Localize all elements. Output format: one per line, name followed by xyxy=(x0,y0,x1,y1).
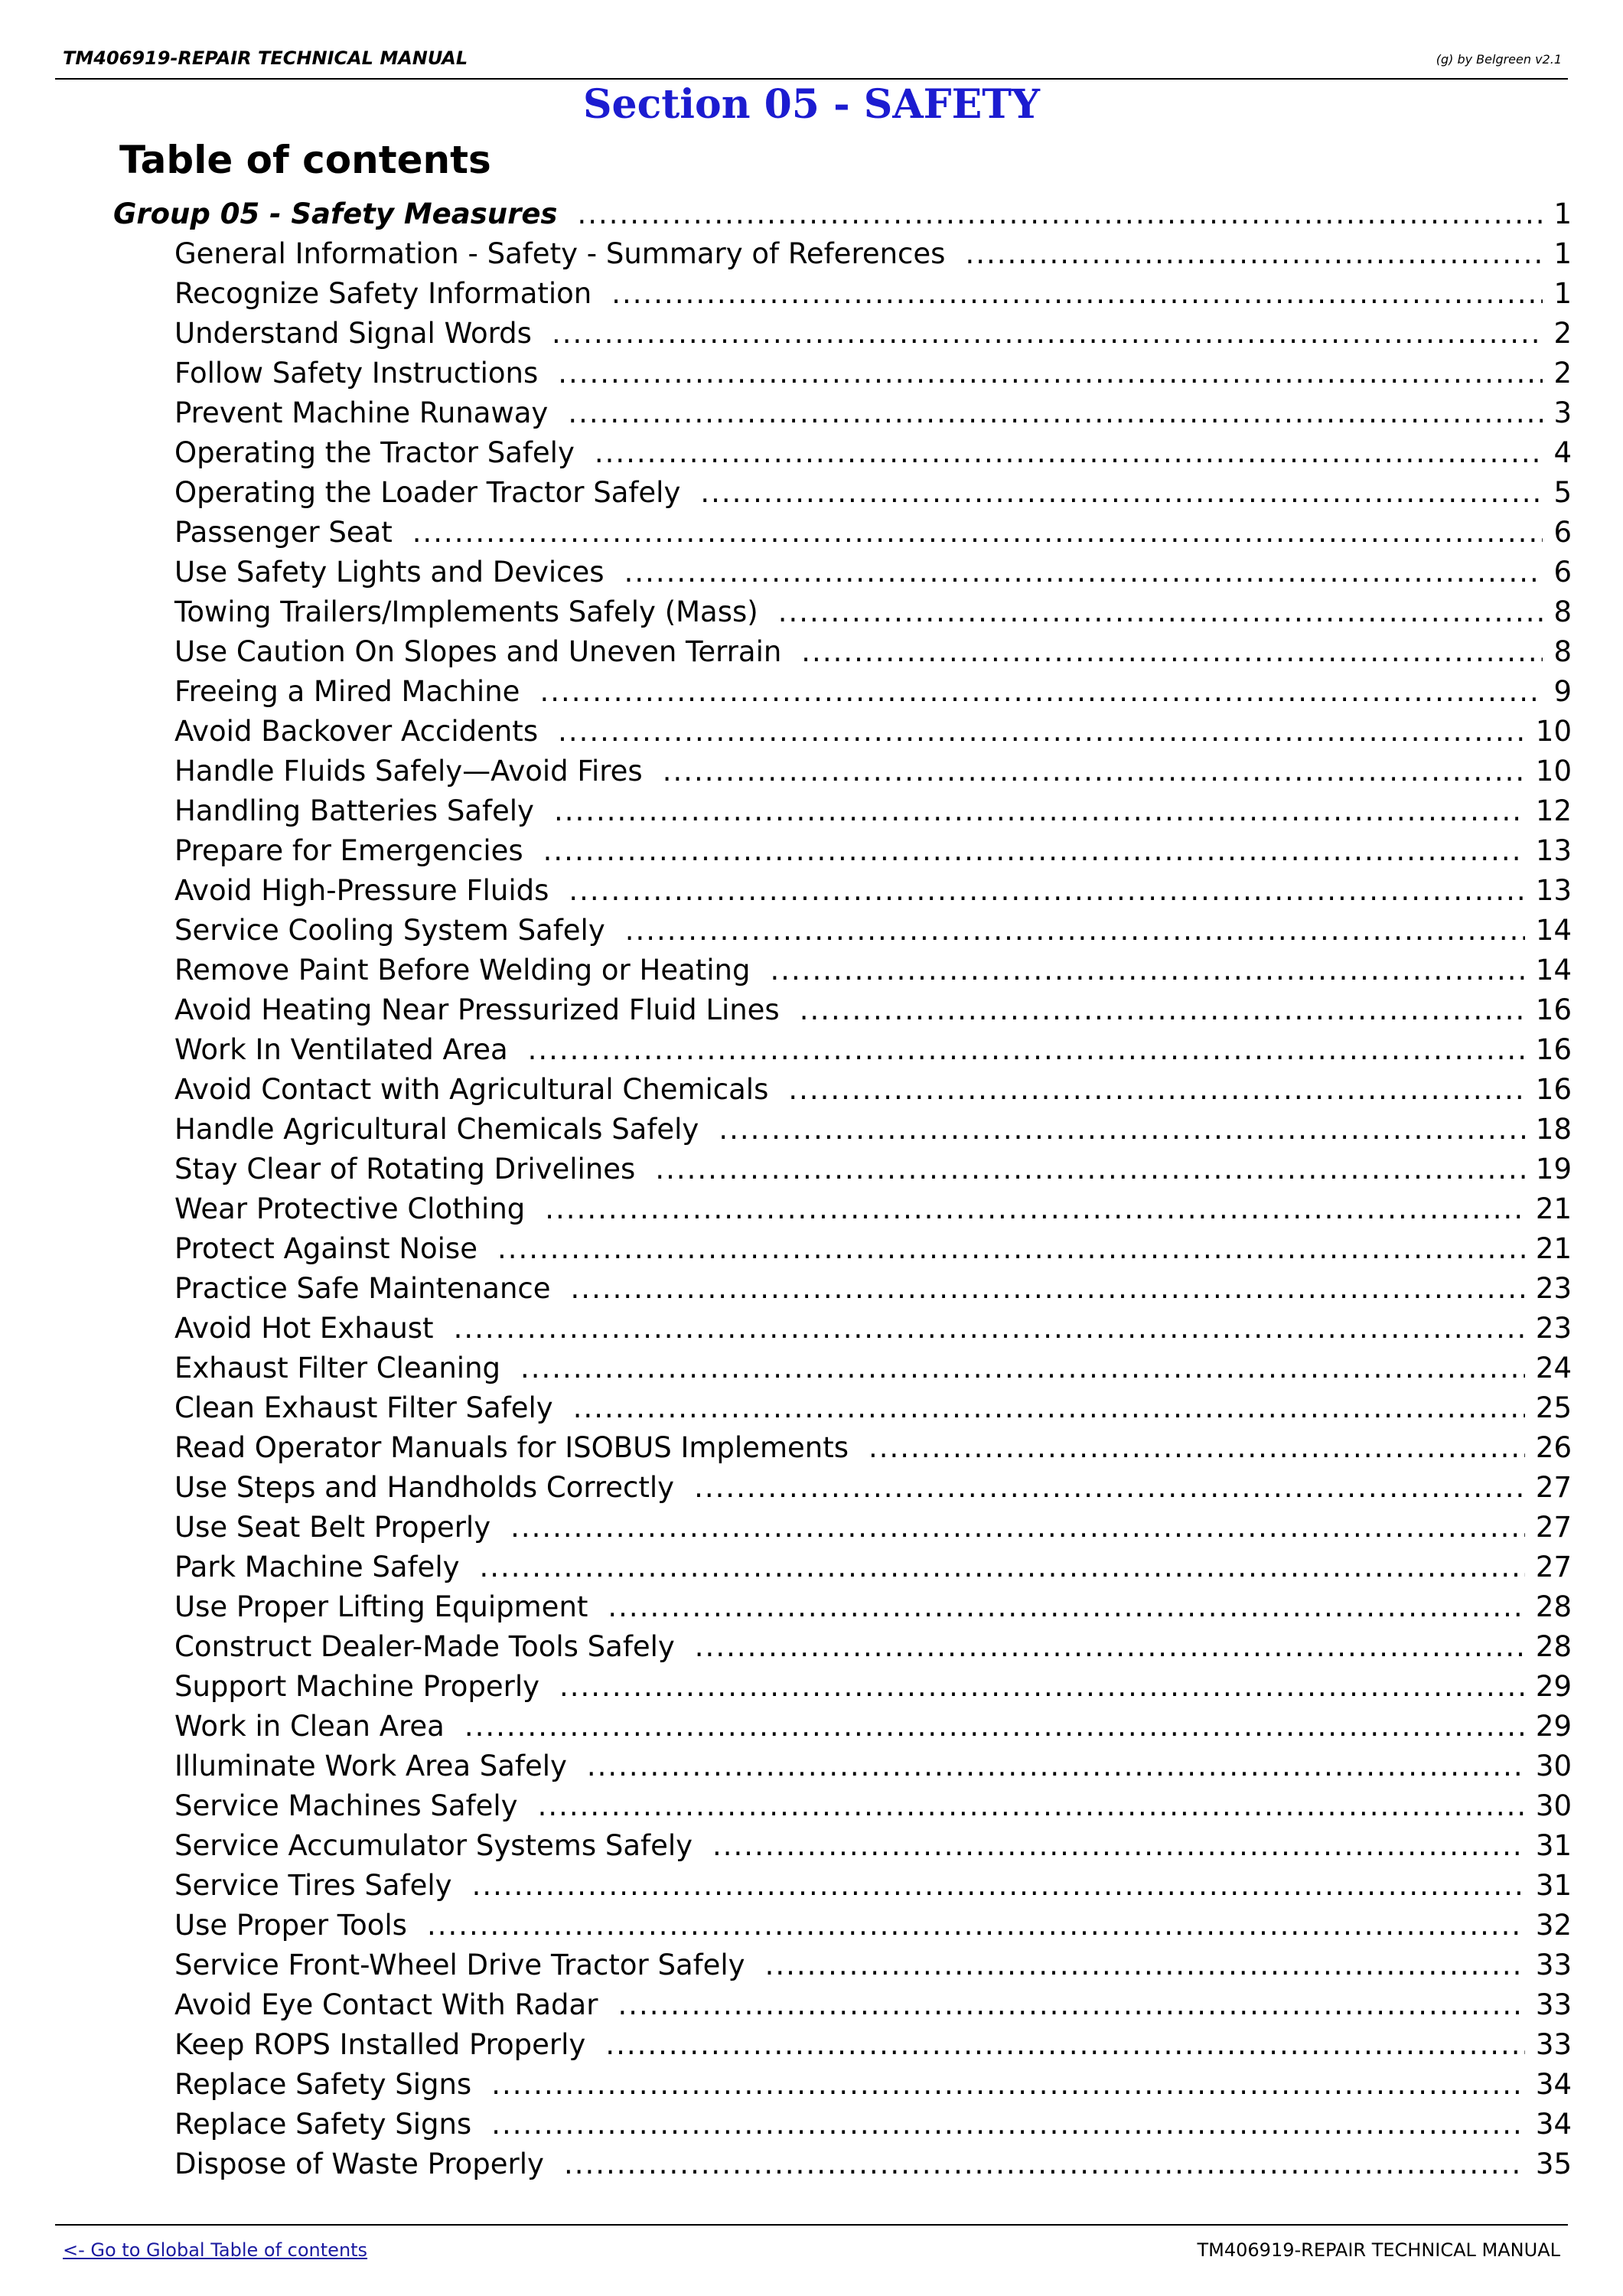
toc-entry-title: Freeing a Mired Machine xyxy=(174,675,520,708)
toc-entry-page: 19 xyxy=(1535,1153,1572,1186)
toc-entry-page: 33 xyxy=(1535,1988,1572,2021)
toc-dot-leader xyxy=(480,1548,1525,1587)
toc-entry[interactable] xyxy=(113,1189,1572,1229)
toc-dot-leader xyxy=(801,632,1543,672)
toc-entry-title: Avoid Backover Accidents xyxy=(174,715,539,748)
toc-entry[interactable] xyxy=(113,513,1572,553)
toc-entry-title: Avoid High-Pressure Fluids xyxy=(174,874,549,907)
toc-entry-page: 28 xyxy=(1535,1630,1572,1663)
toc-dot-leader xyxy=(577,194,1543,234)
toc-dot-leader xyxy=(573,1388,1525,1428)
toc-entry[interactable] xyxy=(113,433,1572,473)
toc-entry-title: Exhaust Filter Cleaning xyxy=(174,1352,501,1384)
toc-entry-page: 3 xyxy=(1553,396,1572,429)
toc-entry-title: Service Machines Safely xyxy=(174,1789,518,1822)
toc-entry[interactable] xyxy=(113,1269,1572,1309)
toc-entry[interactable] xyxy=(113,473,1572,513)
toc-dot-leader xyxy=(510,1508,1525,1548)
toc-entry[interactable] xyxy=(113,1349,1572,1388)
toc-entry-page: 31 xyxy=(1535,1829,1572,1862)
header-credit: (g) by Belgreen v2.1 xyxy=(1436,52,1562,67)
toc-entry-title: Avoid Hot Exhaust xyxy=(174,1312,434,1345)
toc-dot-leader xyxy=(770,951,1524,990)
toc-entry[interactable] xyxy=(113,871,1572,911)
toc-dot-leader xyxy=(595,433,1543,473)
toc-entry[interactable] xyxy=(113,234,1572,274)
toc-dot-leader xyxy=(965,234,1543,274)
toc-dot-leader xyxy=(569,871,1525,911)
toc-entry-page: 21 xyxy=(1535,1232,1572,1265)
toc-entry-title: Avoid Eye Contact With Radar xyxy=(174,1988,598,2021)
toc-entry-title: Handle Agricultural Chemicals Safely xyxy=(174,1113,699,1146)
toc-entry-page: 1 xyxy=(1553,197,1572,230)
toc-dot-leader xyxy=(558,712,1525,752)
toc-dot-leader xyxy=(528,1030,1525,1070)
toc-dot-leader xyxy=(778,592,1543,632)
toc-entry[interactable] xyxy=(113,1786,1572,1826)
toc-entry[interactable] xyxy=(113,1150,1572,1189)
toc-entry-page: 5 xyxy=(1553,476,1572,509)
toc-entry-page: 34 xyxy=(1535,2108,1572,2141)
toc-entry[interactable] xyxy=(113,1388,1572,1428)
toc-dot-leader xyxy=(543,831,1525,871)
toc-dot-leader xyxy=(719,1110,1525,1150)
toc-entry-page: 29 xyxy=(1535,1710,1572,1743)
toc-entry-title: Work In Ventilated Area xyxy=(174,1033,508,1066)
page-footer xyxy=(55,2224,1568,2264)
toc-entry-title: Use Proper Tools xyxy=(174,1909,407,1942)
section-title: Section 05 - SAFETY xyxy=(582,81,1041,128)
toc-entry-title: Operating the Tractor Safely xyxy=(174,436,575,469)
toc-dot-leader xyxy=(558,354,1543,393)
toc-entry-title: Use Caution On Slopes and Uneven Terrain xyxy=(174,635,782,668)
toc-entry-page: 27 xyxy=(1535,1471,1572,1504)
toc-dot-leader xyxy=(655,1150,1525,1189)
toc-entry-title: Handling Batteries Safely xyxy=(174,794,534,827)
toc-entry[interactable] xyxy=(113,1428,1572,1468)
toc-entry-page: 30 xyxy=(1535,1750,1572,1782)
toc-entry-title: Service Front-Wheel Drive Tractor Safely xyxy=(174,1949,745,1981)
toc-entry[interactable] xyxy=(113,1906,1572,1945)
toc-entry-page: 16 xyxy=(1535,1073,1572,1106)
toc-dot-leader xyxy=(712,1826,1525,1866)
toc-entry[interactable] xyxy=(113,354,1572,393)
toc-entry-title: Use Proper Lifting Equipment xyxy=(174,1590,588,1623)
toc-entry[interactable] xyxy=(113,951,1572,990)
toc-entry-title: General Information - Safety - Summary of References xyxy=(174,237,946,270)
toc-entry-title: Handle Fluids Safely—Avoid Fires xyxy=(174,755,643,788)
toc-dot-leader xyxy=(618,1985,1524,2025)
toc-entry[interactable] xyxy=(113,2105,1572,2144)
toc-entry-page: 2 xyxy=(1553,317,1572,350)
toc-dot-leader xyxy=(608,1587,1525,1627)
toc-dot-leader xyxy=(520,1349,1525,1388)
toc-entry[interactable] xyxy=(113,1667,1572,1707)
toc-dot-leader xyxy=(539,672,1543,712)
toc-dot-leader xyxy=(564,2144,1525,2184)
toc-dot-leader xyxy=(497,1229,1525,1269)
toc-entry[interactable] xyxy=(113,911,1572,951)
toc-entry-page: 4 xyxy=(1553,436,1572,469)
toc-entry-title: Read Operator Manuals for ISOBUS Implements xyxy=(174,1431,849,1464)
toc-entry[interactable] xyxy=(113,274,1572,314)
toc-entry-page: 13 xyxy=(1535,874,1572,907)
toc-entry-page: 16 xyxy=(1535,1033,1572,1066)
toc-dot-leader xyxy=(491,2065,1525,2105)
toc-entry-page: 1 xyxy=(1553,237,1572,270)
toc-entry[interactable] xyxy=(113,672,1572,712)
toc-dot-leader xyxy=(464,1707,1525,1746)
toc-entry-page: 6 xyxy=(1553,556,1572,589)
toc-dot-leader xyxy=(552,314,1543,354)
toc-entry-title: Protect Against Noise xyxy=(174,1232,477,1265)
toc-entry-title: Use Steps and Handholds Correctly xyxy=(174,1471,675,1504)
toc-entry-page: 23 xyxy=(1535,1272,1572,1305)
toc-dot-leader xyxy=(554,791,1525,831)
toc-entry-title: Understand Signal Words xyxy=(174,317,532,350)
toc-entry-page: 1 xyxy=(1553,277,1572,310)
toc-entry-page: 14 xyxy=(1535,954,1572,987)
toc-entry-title: Replace Safety Signs xyxy=(174,2068,472,2101)
toc-entry-page: 29 xyxy=(1535,1670,1572,1703)
toc-dot-leader xyxy=(624,553,1543,592)
toc-dot-leader xyxy=(491,2105,1525,2144)
toc-entry-title: Passenger Seat xyxy=(174,516,393,549)
toc-entry[interactable] xyxy=(113,1587,1572,1627)
toc-entry[interactable] xyxy=(113,831,1572,871)
toc-entry-title: Avoid Contact with Agricultural Chemicals xyxy=(174,1073,769,1106)
toc-entry-title: Clean Exhaust Filter Safely xyxy=(174,1391,553,1424)
toc-entry-page: 10 xyxy=(1535,755,1572,788)
toc-dot-leader xyxy=(454,1309,1525,1349)
toc-entry-page: 27 xyxy=(1535,1551,1572,1583)
toc-entry-title: Wear Protective Clothing xyxy=(174,1192,526,1225)
toc-entry-page: 14 xyxy=(1535,914,1572,947)
toc-entry[interactable] xyxy=(113,1548,1572,1587)
toc-entry[interactable] xyxy=(113,990,1572,1030)
toc-entry-title: Illuminate Work Area Safely xyxy=(174,1750,567,1782)
table-of-contents xyxy=(113,194,1572,2184)
toc-entry[interactable] xyxy=(113,2025,1572,2065)
toc-entry[interactable] xyxy=(113,791,1572,831)
toc-dot-leader xyxy=(587,1746,1525,1786)
toc-entry-title: Avoid Heating Near Pressurized Fluid Lines xyxy=(174,993,780,1026)
toc-dot-leader xyxy=(472,1866,1525,1906)
toc-dot-leader xyxy=(571,1269,1525,1309)
toc-entry-page: 18 xyxy=(1535,1113,1572,1146)
toc-entry-title: Remove Paint Before Welding or Heating xyxy=(174,954,751,987)
toc-entry-page: 27 xyxy=(1535,1511,1572,1544)
toc-entry-page: 12 xyxy=(1535,794,1572,827)
toc-entry[interactable] xyxy=(113,1030,1572,1070)
toc-entry[interactable] xyxy=(113,1627,1572,1667)
toc-entry-page: 25 xyxy=(1535,1391,1572,1424)
footer-manual-title: TM406919-REPAIR TECHNICAL MANUAL xyxy=(1197,2239,1560,2261)
toc-entry[interactable] xyxy=(113,1945,1572,1985)
toc-dot-leader xyxy=(700,473,1543,513)
page-header xyxy=(55,46,1568,80)
toc-entry-title: Use Safety Lights and Devices xyxy=(174,556,605,589)
toc-entry[interactable] xyxy=(113,1707,1572,1746)
toc-entry-title: Service Cooling System Safely xyxy=(174,914,605,947)
toc-dot-leader xyxy=(412,513,1543,553)
toc-entry-title: Practice Safe Maintenance xyxy=(174,1272,551,1305)
toc-entry[interactable] xyxy=(113,2065,1572,2105)
toc-entry-title: Operating the Loader Tractor Safely xyxy=(174,476,681,509)
toc-entry-title: Keep ROPS Installed Properly xyxy=(174,2028,586,2061)
toc-entry-page: 10 xyxy=(1535,715,1572,748)
toc-entry-page: 13 xyxy=(1535,834,1572,867)
toc-entry-page: 26 xyxy=(1535,1431,1572,1464)
toc-entry-page: 8 xyxy=(1553,635,1572,668)
toc-entry-page: 6 xyxy=(1553,516,1572,549)
toc-entry[interactable] xyxy=(113,592,1572,632)
toc-entry-page: 23 xyxy=(1535,1312,1572,1345)
toc-entry[interactable] xyxy=(113,393,1572,433)
toc-entry-title: Service Tires Safely xyxy=(174,1869,452,1902)
toc-entry[interactable] xyxy=(113,752,1572,791)
toc-entry[interactable] xyxy=(113,1468,1572,1508)
toc-dot-leader xyxy=(800,990,1525,1030)
toc-entry-title: Prepare for Emergencies xyxy=(174,834,523,867)
toc-entry-page: 35 xyxy=(1535,2148,1572,2180)
toc-entry-title: Group 05 - Safety Measures xyxy=(113,197,558,230)
toc-dot-leader xyxy=(788,1070,1525,1110)
toc-entry-title: Service Accumulator Systems Safely xyxy=(174,1829,693,1862)
toc-entry[interactable] xyxy=(113,2144,1572,2184)
toc-entry-page: 32 xyxy=(1535,1909,1572,1942)
toc-dot-leader xyxy=(869,1428,1525,1468)
toc-dot-leader xyxy=(695,1627,1525,1667)
toc-entry-title: Follow Safety Instructions xyxy=(174,357,539,390)
toc-entry-title: Recognize Safety Information xyxy=(174,277,592,310)
toc-entry-page: 31 xyxy=(1535,1869,1572,1902)
toc-entry-page: 16 xyxy=(1535,993,1572,1026)
toc-dot-leader xyxy=(605,2025,1525,2065)
toc-dot-leader xyxy=(663,752,1525,791)
toc-entry-title: Prevent Machine Runaway xyxy=(174,396,549,429)
toc-entry-title: Stay Clear of Rotating Drivelines xyxy=(174,1153,636,1186)
toc-entry[interactable] xyxy=(113,1746,1572,1786)
toc-entry[interactable] xyxy=(113,1508,1572,1548)
header-manual-title: TM406919-REPAIR TECHNICAL MANUAL xyxy=(63,47,468,69)
toc-dot-leader xyxy=(765,1945,1525,1985)
toc-entry-page: 2 xyxy=(1553,357,1572,390)
toc-entry[interactable] xyxy=(113,1309,1572,1349)
toc-dot-leader xyxy=(427,1906,1525,1945)
toc-entry[interactable] xyxy=(113,1070,1572,1110)
toc-entry[interactable] xyxy=(113,1985,1572,2025)
toc-dot-leader xyxy=(625,911,1525,951)
toc-entry-page: 30 xyxy=(1535,1789,1572,1822)
toc-entry[interactable] xyxy=(113,314,1572,354)
toc-entry-page: 9 xyxy=(1553,675,1572,708)
toc-entry[interactable] xyxy=(113,1229,1572,1269)
toc-dot-leader xyxy=(568,393,1543,433)
toc-entry-page: 33 xyxy=(1535,2028,1572,2061)
toc-entry-page: 33 xyxy=(1535,1949,1572,1981)
toc-entry-page: 28 xyxy=(1535,1590,1572,1623)
toc-dot-leader xyxy=(694,1468,1525,1508)
toc-dot-leader xyxy=(559,1667,1525,1707)
toc-entry-title: Work in Clean Area xyxy=(174,1710,445,1743)
toc-dot-leader xyxy=(611,274,1543,314)
toc-entry-title: Replace Safety Signs xyxy=(174,2108,472,2141)
toc-entry-page: 34 xyxy=(1535,2068,1572,2101)
global-toc-link[interactable]: <- Go to Global Table of contents xyxy=(63,2239,368,2261)
toc-entry[interactable] xyxy=(113,553,1572,592)
toc-entry-title: Construct Dealer-Made Tools Safely xyxy=(174,1630,675,1663)
toc-entry-page: 8 xyxy=(1553,595,1572,628)
toc-heading: Table of contents xyxy=(119,138,491,182)
toc-entry-page: 24 xyxy=(1535,1352,1572,1384)
toc-entry-page: 21 xyxy=(1535,1192,1572,1225)
toc-dot-leader xyxy=(538,1786,1525,1826)
toc-entry-title: Towing Trailers/Implements Safely (Mass) xyxy=(174,595,758,628)
toc-entry-title: Dispose of Waste Properly xyxy=(174,2148,544,2180)
toc-dot-leader xyxy=(545,1189,1525,1229)
toc-entry[interactable] xyxy=(113,1866,1572,1906)
toc-group-entry[interactable] xyxy=(113,194,1572,234)
toc-entry[interactable] xyxy=(113,632,1572,672)
toc-entry-title: Use Seat Belt Properly xyxy=(174,1511,491,1544)
toc-entry[interactable] xyxy=(113,712,1572,752)
toc-entry[interactable] xyxy=(113,1826,1572,1866)
toc-entry-title: Park Machine Safely xyxy=(174,1551,460,1583)
toc-entry-title: Support Machine Properly xyxy=(174,1670,540,1703)
toc-entry[interactable] xyxy=(113,1110,1572,1150)
